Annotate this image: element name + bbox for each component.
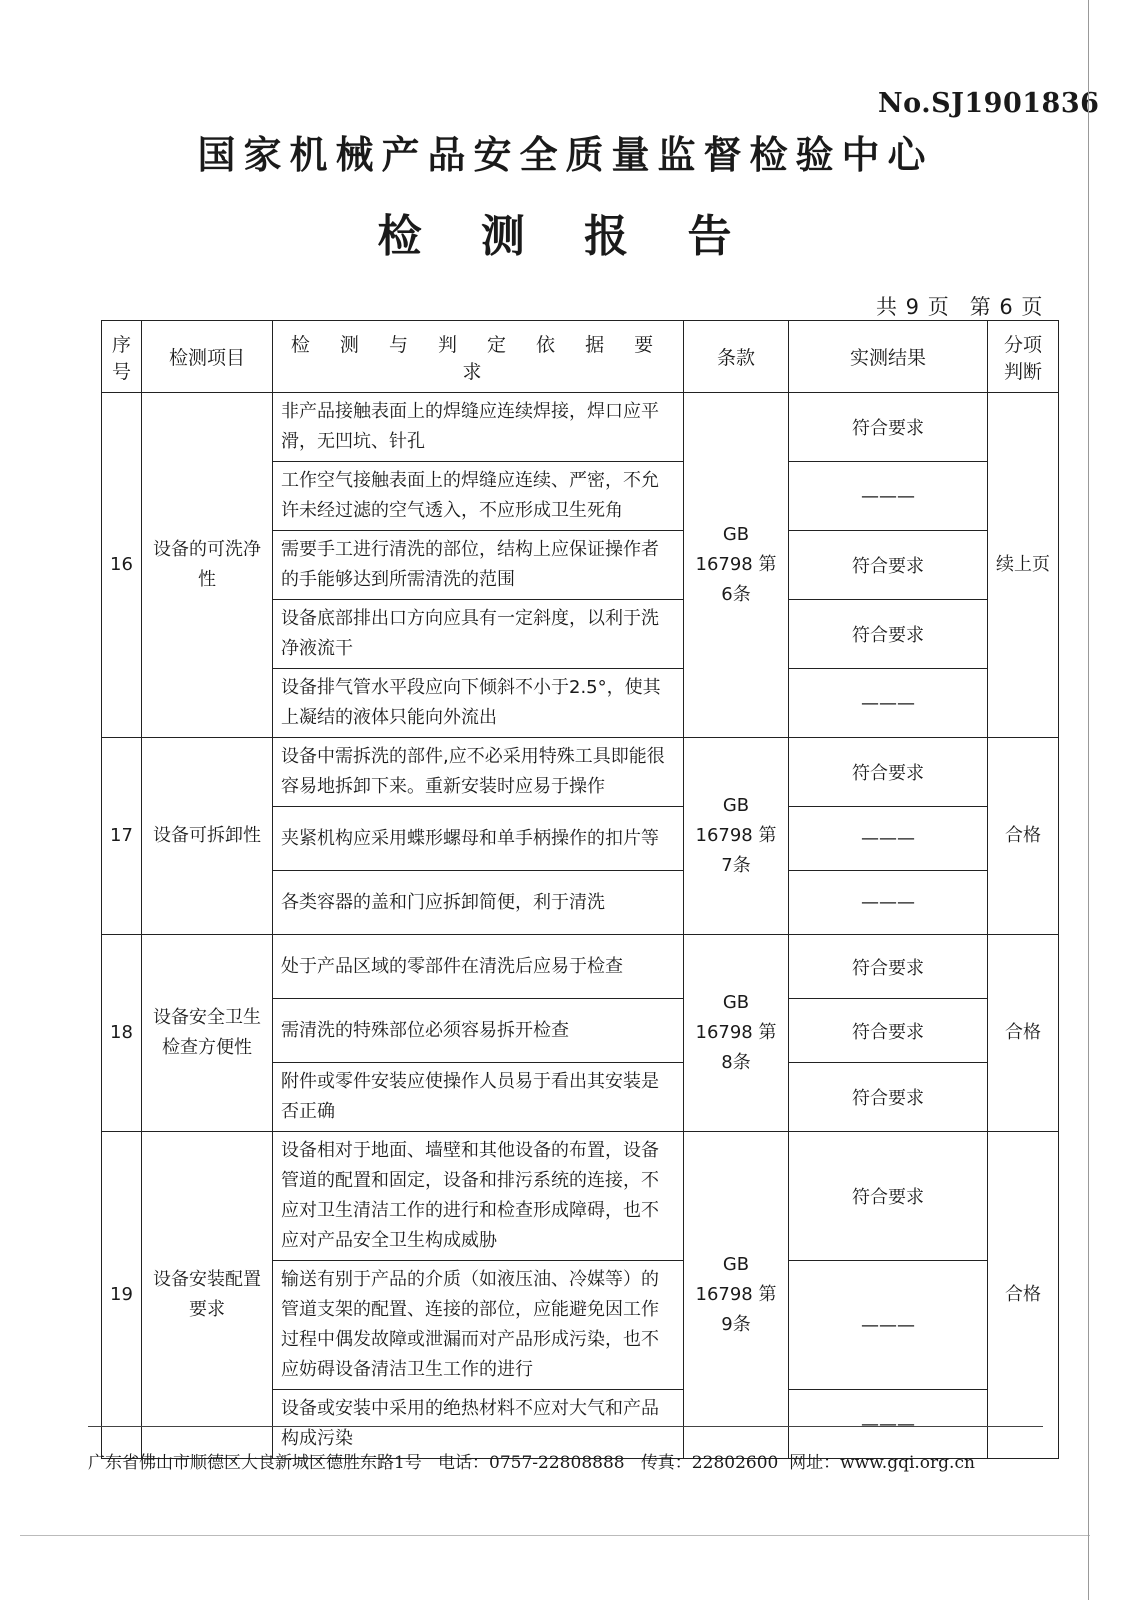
requirement: 夹紧机构应采用蝶形螺母和单手柄操作的扣片等: [273, 807, 684, 871]
clause: GB 16798 第9条: [684, 1132, 789, 1459]
row-number: 18: [102, 935, 142, 1132]
table-row: [102, 935, 1059, 999]
test-result: 符合要求: [789, 1063, 988, 1132]
row-number: 17: [102, 738, 142, 935]
test-result: ———: [789, 669, 988, 738]
item-judgment: 合格: [988, 1132, 1059, 1459]
requirement: 非产品接触表面上的焊缝应连续焊接，焊口应平滑，无凹坑、针孔: [273, 393, 684, 462]
col-header-item: 检测项目: [142, 321, 273, 393]
col-header-requirement: 检 测 与 判 定 依 据 要 求: [273, 321, 684, 393]
requirement: 设备或安装中采用的绝热材料不应对大气和产品构成污染: [273, 1390, 684, 1459]
test-result: 符合要求: [789, 600, 988, 669]
test-result: ———: [789, 807, 988, 871]
requirement: 处于产品区域的零部件在清洗后应易于检查: [273, 935, 684, 999]
test-result: 符合要求: [789, 1132, 988, 1261]
requirement: 工作空气接触表面上的焊缝应连续、严密，不允许未经过滤的空气透入，不应形成卫生死角: [273, 462, 684, 531]
requirement: 输送有别于产品的介质（如液压油、冷媒等）的管道支架的配置、连接的部位，应能避免因工作过程中偶发故障或泄漏而对产品形成污染，也不应妨碍设备清洁卫生工作的进行: [273, 1261, 684, 1390]
test-item: 设备的可洗净性: [142, 393, 273, 738]
requirement: 各类容器的盖和门应拆卸简便，利于清洗: [273, 871, 684, 935]
item-judgment: 合格: [988, 738, 1059, 935]
test-result: ———: [789, 462, 988, 531]
test-item: 设备可拆卸性: [142, 738, 273, 935]
document-title: 检 测 报 告: [377, 211, 754, 262]
test-item: 设备安装配置要求: [142, 1132, 273, 1459]
clause: GB 16798 第7条: [684, 738, 789, 935]
requirement: 需清洗的特殊部位必须容易拆开检查: [273, 999, 684, 1063]
scan-edge-line: [1088, 0, 1089, 1600]
col-header-no: 序号: [102, 321, 142, 393]
requirement: 设备底部排出口方向应具有一定斜度，以利于洗净液流干: [273, 600, 684, 669]
row-number: 19: [102, 1132, 142, 1459]
clause: GB 16798 第6条: [684, 393, 789, 738]
test-result: 符合要求: [789, 738, 988, 807]
item-judgment: 合格: [988, 935, 1059, 1132]
col-header-clause: 条款: [684, 321, 789, 393]
scan-edge-line: [20, 1535, 1090, 1536]
table-row: [102, 738, 1059, 807]
table-row: [102, 1132, 1059, 1261]
footer-fax: 传真：22802600: [640, 1453, 779, 1473]
test-result: 符合要求: [789, 935, 988, 999]
test-result: ———: [789, 1390, 988, 1459]
page-info: 共 9 页 第 6 页: [876, 295, 1043, 319]
footer-divider: [88, 1426, 1043, 1427]
footer-phone: 电话：0757-22808888: [438, 1453, 625, 1473]
requirement: 附件或零件安装应使操作人员易于看出其安装是否正确: [273, 1063, 684, 1132]
col-header-result: 实测结果: [789, 321, 988, 393]
organization-title: 国家机械产品安全质量监督检验中心: [197, 133, 934, 177]
requirement: 设备中需拆洗的部件,应不必采用特殊工具即能很容易地拆卸下来。重新安装时应易于操作: [273, 738, 684, 807]
requirement: 设备排气管水平段应向下倾斜不小于2.5°，使其上凝结的液体只能向外流出: [273, 669, 684, 738]
item-judgment: 续上页: [988, 393, 1059, 738]
clause: GB 16798 第8条: [684, 935, 789, 1132]
footer-website: 网址：www.gqi.org.cn: [789, 1453, 975, 1473]
requirement: 设备相对于地面、墙壁和其他设备的布置，设备管道的配置和固定，设备和排污系统的连接，不应对卫生清洁工作的进行和检查形成障碍，也不应对产品安全卫生构成威胁: [273, 1132, 684, 1261]
test-result: 符合要求: [789, 531, 988, 600]
report-table: [101, 320, 1059, 1459]
row-number: 16: [102, 393, 142, 738]
table-row: [102, 393, 1059, 462]
footer: [88, 1448, 1048, 1473]
test-result: ———: [789, 871, 988, 935]
requirement: 需要手工进行清洗的部位，结构上应保证操作者的手能够达到所需清洗的范围: [273, 531, 684, 600]
table-header-row: [102, 321, 1059, 393]
test-result: 符合要求: [789, 999, 988, 1063]
col-header-judgment: 分项判断: [988, 321, 1059, 393]
report-number: No.SJ1901836: [878, 88, 1100, 119]
test-result: 符合要求: [789, 393, 988, 462]
test-result: ———: [789, 1261, 988, 1390]
footer-address: 广东省佛山市顺德区大良新城区德胜东路1号: [88, 1453, 422, 1473]
test-item: 设备安全卫生检查方便性: [142, 935, 273, 1132]
